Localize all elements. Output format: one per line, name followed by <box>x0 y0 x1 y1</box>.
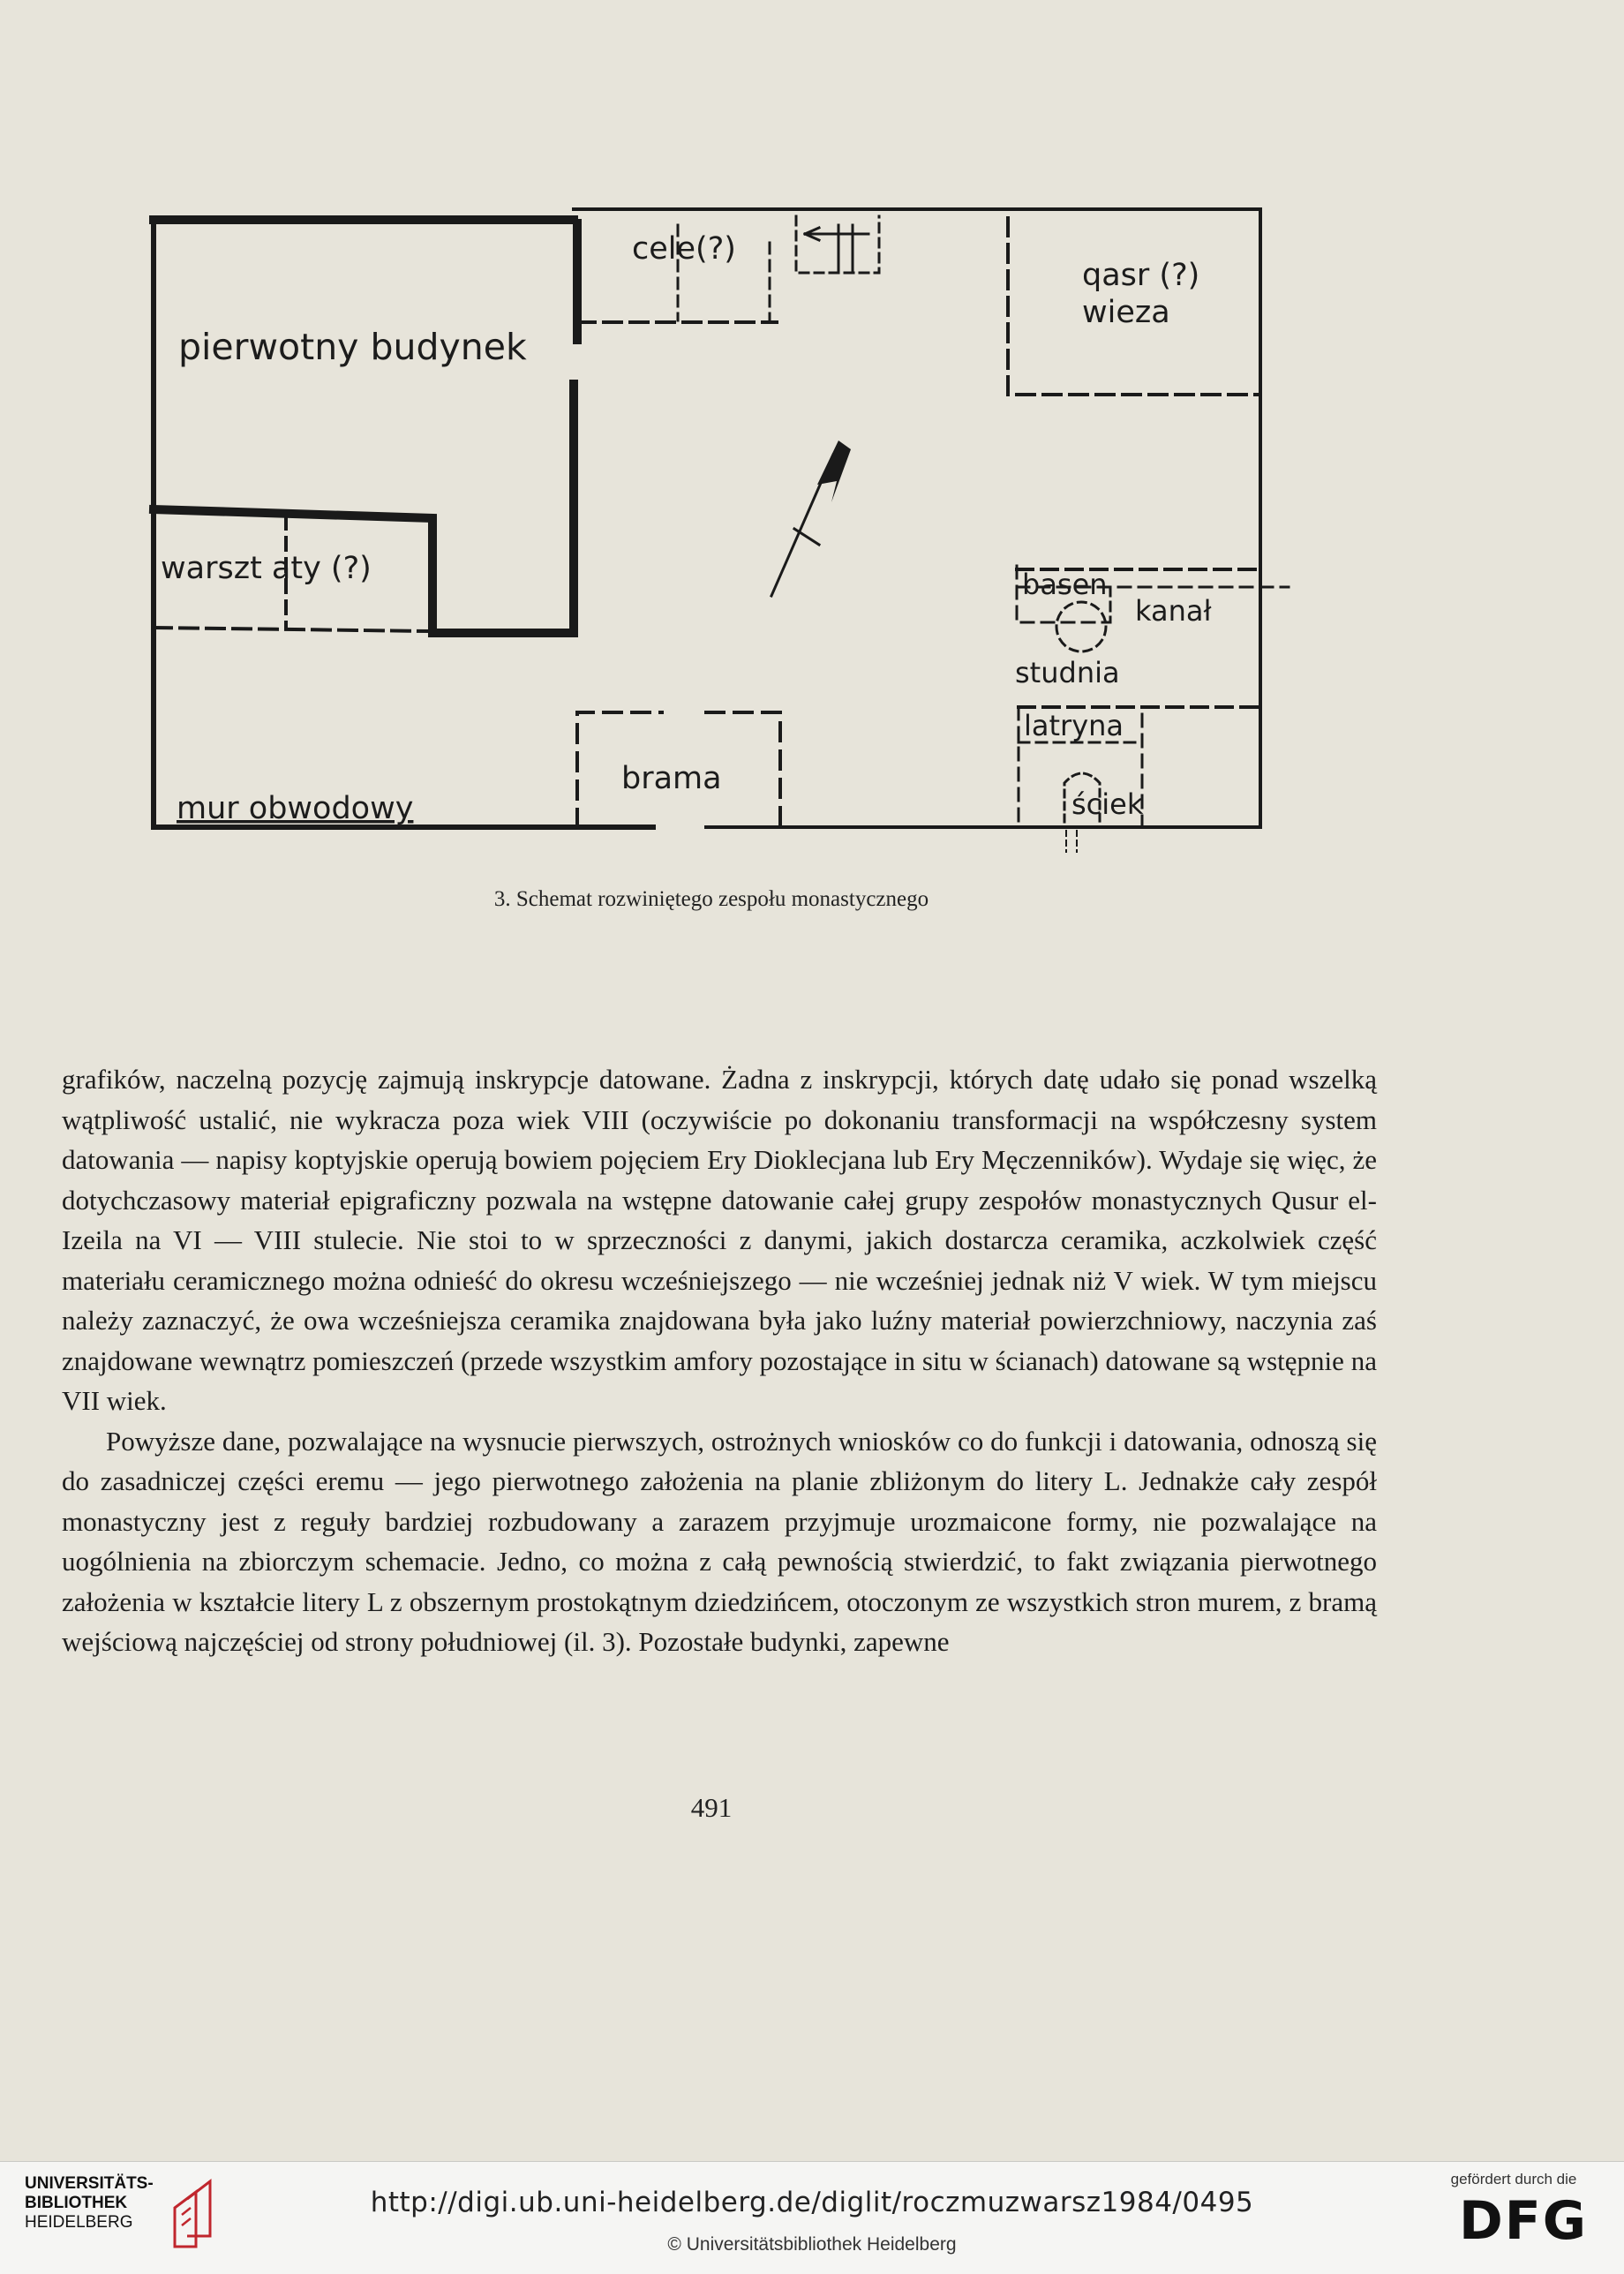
figure-caption: 3. Schemat rozwiniętego zespołu monastycznego <box>493 887 929 911</box>
label-enclosure-wall: mur obwodowy <box>177 791 414 826</box>
dfg-logo-text: DFG <box>1458 2190 1589 2252</box>
paragraph: Powyższe dane, pozwalające na wysnucie pierwszych, ostrożnych wniosków co do funkcji i datowania, odnoszą się do zasadniczej części eremu — jego pierwotnego założenia na planie zbliżonym do litery L. Jednakże cały zespół monastyczny jest z reguły bardziej rozbudowany a zarazem przyjmuje urozmaicone formy, nie pozwalające na uogólnienia na zbiorczym schemacie. Jedno, co można z całą pewnością stwierdzić, to fakt związania pierwotnego założenia w kształcie litery L z obszernym prostokątnym dziedzińcem, otoczonym ze wszystkich stron murem, z bramą wejściową najczęściej od strony południowej (il. 3). Pozostałe budynki, zapewne <box>62 1425 1377 1657</box>
label-cells: cele(?) <box>632 231 736 267</box>
label-well: studnia <box>1015 656 1120 689</box>
label-workshops: warszt aty (?) <box>161 551 372 586</box>
label-pool: basen <box>1022 568 1108 601</box>
body-text <box>62 1059 1377 1662</box>
funded-by-label: gefördert durch die <box>1450 2171 1577 2187</box>
paragraph: grafików, naczelną pozycję zajmują inskrypcje datowane. Żadna z inskrypcji, których datę udało się ponad wszelką wątpliwość ustalić, nie wykracza poza wiek VIII (oczywiście po dokonaniu transformacji na współczesny system datowania — napisy koptyjskie operują bowiem pojęciem Ery Dioklecjana lub Ery Męczenników). Wydaje się więc, że dotychczasowy materiał epigraficzny pozwala na wstępne datowanie całej grupy zespołów monastycznych Qusur el-Izeila na VI — VIII stulecie. Nie stoi to w sprzeczności z danymi, jakich dostarcza ceramika, aczkolwiek część materiału ceramicznego można odnieść do okresu wcześniejszego — nie wcześniej jednak niż V wiek. W tym miejscu należy zaznaczyć, że owa wcześniejsza ceramika znajdowana była jako luźny materiał powierzchniowy, naczynia zaś znajdowane wewnątrz pomieszczeń (przede wszystkim amfory pozostające in situ w ścianach) datowane są wstępnie na VII wiek. <box>62 1064 1377 1416</box>
dfg-logo <box>1444 2190 1603 2252</box>
copyright-notice: © Universitätsbibliothek Heidelberg <box>667 2234 957 2255</box>
library-logo-icon <box>166 2172 219 2254</box>
library-line: HEIDELBERG <box>25 2213 133 2232</box>
permalink-link[interactable]: http://digi.ub.uni-heidelberg.de/diglit/roczmuzwarsz1984/0495 <box>370 2187 1254 2218</box>
label-gate: brama <box>621 761 722 796</box>
page-number: 491 <box>690 1792 733 1823</box>
library-line: UNIVERSITÄTS- <box>25 2174 154 2193</box>
footer-bar <box>0 2161 1624 2274</box>
label-qasr: qasr (?) <box>1082 258 1200 293</box>
monastery-plan-figure <box>141 199 1306 870</box>
library-name <box>25 2174 154 2233</box>
label-drain: ściek <box>1071 787 1144 821</box>
label-channel: kanał <box>1135 594 1212 628</box>
label-tower: wieza <box>1082 295 1170 330</box>
label-primary-building: pierwotny budynek <box>178 326 527 368</box>
library-line: BIBLIOTHEK <box>25 2194 128 2212</box>
label-latrine: latryna <box>1024 709 1124 742</box>
